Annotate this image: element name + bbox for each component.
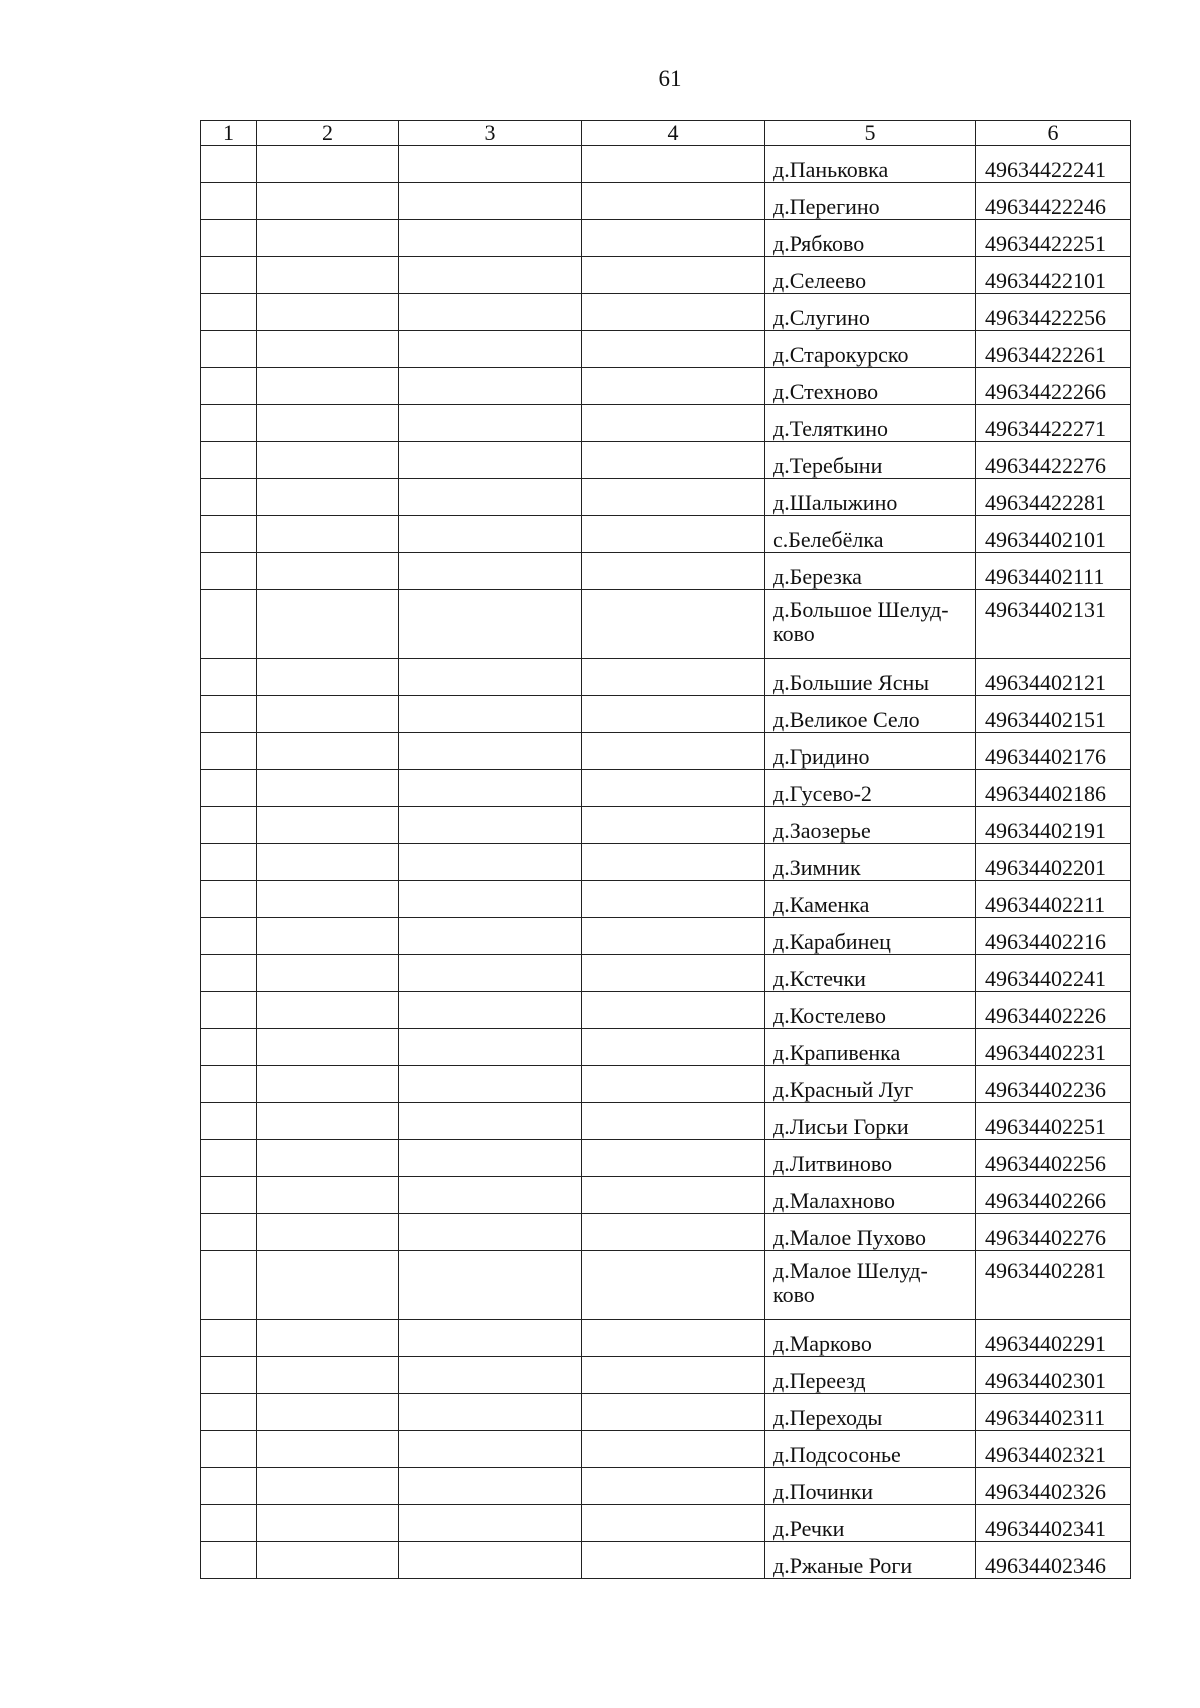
oktmo-code-cell: 49634402231 [976, 1029, 1131, 1066]
column-header: 6 [976, 121, 1131, 146]
empty-cell [201, 881, 257, 918]
oktmo-code-cell: 49634422261 [976, 331, 1131, 368]
oktmo-code-cell: 49634402241 [976, 955, 1131, 992]
empty-cell [257, 1251, 399, 1320]
empty-cell [582, 881, 765, 918]
empty-cell [257, 294, 399, 331]
settlement-name-cell: д.Каменка [765, 881, 976, 918]
empty-cell [582, 1505, 765, 1542]
empty-cell [399, 1357, 582, 1394]
settlement-name-cell: д.Теребыни [765, 442, 976, 479]
table-row [201, 553, 1131, 590]
empty-cell [582, 516, 765, 553]
empty-cell [257, 918, 399, 955]
empty-cell [582, 1251, 765, 1320]
empty-cell [582, 770, 765, 807]
settlement-name-cell: д.Ржаные Роги [765, 1542, 976, 1579]
empty-cell [399, 844, 582, 881]
oktmo-code-cell: 49634402256 [976, 1140, 1131, 1177]
oktmo-code-cell: 49634402186 [976, 770, 1131, 807]
settlement-name-cell: д.Марково [765, 1320, 976, 1357]
empty-cell [399, 1214, 582, 1251]
oktmo-code-cell: 49634402311 [976, 1394, 1131, 1431]
table-row [201, 1468, 1131, 1505]
empty-cell [582, 1431, 765, 1468]
table-row [201, 1177, 1131, 1214]
oktmo-code-cell: 49634402101 [976, 516, 1131, 553]
empty-cell [201, 1177, 257, 1214]
empty-cell [201, 1505, 257, 1542]
empty-cell [201, 405, 257, 442]
settlement-name-cell: д.Заозерье [765, 807, 976, 844]
empty-cell [257, 1431, 399, 1468]
empty-cell [582, 659, 765, 696]
empty-cell [257, 405, 399, 442]
empty-cell [257, 590, 399, 659]
settlement-name-cell [765, 590, 976, 659]
empty-cell [399, 1029, 582, 1066]
oktmo-code-cell: 49634422241 [976, 146, 1131, 183]
column-header: 2 [257, 121, 399, 146]
empty-cell [257, 1468, 399, 1505]
empty-cell [257, 183, 399, 220]
empty-cell [257, 770, 399, 807]
table-row [201, 1542, 1131, 1579]
table-row [201, 479, 1131, 516]
empty-cell [582, 294, 765, 331]
empty-cell [257, 696, 399, 733]
settlement-name-cell: д.Стехново [765, 368, 976, 405]
empty-cell [399, 183, 582, 220]
table-row [201, 918, 1131, 955]
empty-cell [201, 442, 257, 479]
oktmo-code-cell: 49634422101 [976, 257, 1131, 294]
settlement-name-cell: д.Переходы [765, 1394, 976, 1431]
empty-cell [399, 220, 582, 257]
table-row [201, 146, 1131, 183]
table-row [201, 1214, 1131, 1251]
table-row [201, 1140, 1131, 1177]
empty-cell [201, 331, 257, 368]
empty-cell [257, 516, 399, 553]
empty-cell [257, 1214, 399, 1251]
empty-cell [201, 368, 257, 405]
empty-cell [399, 770, 582, 807]
oktmo-code-cell: 49634402276 [976, 1214, 1131, 1251]
settlement-name-cell: д.Лисьи Горки [765, 1103, 976, 1140]
empty-cell [257, 659, 399, 696]
empty-cell [257, 368, 399, 405]
table-row [201, 696, 1131, 733]
settlement-name-cell: д.Костелево [765, 992, 976, 1029]
table-row [201, 955, 1131, 992]
empty-cell [257, 146, 399, 183]
empty-cell [257, 1066, 399, 1103]
empty-cell [201, 146, 257, 183]
empty-cell [257, 553, 399, 590]
column-header: 1 [201, 121, 257, 146]
empty-cell [399, 368, 582, 405]
empty-cell [201, 770, 257, 807]
empty-cell [582, 590, 765, 659]
empty-cell [201, 1214, 257, 1251]
oktmo-code-cell: 49634402291 [976, 1320, 1131, 1357]
settlement-name-cell: д.Слугино [765, 294, 976, 331]
table-row [201, 992, 1131, 1029]
oktmo-code-cell: 49634402346 [976, 1542, 1131, 1579]
oktmo-code-cell: 49634402251 [976, 1103, 1131, 1140]
oktmo-code-cell: 49634402341 [976, 1505, 1131, 1542]
empty-cell [201, 1066, 257, 1103]
settlement-name-line: д.Большое Шелуд- [773, 597, 949, 622]
empty-cell [399, 1103, 582, 1140]
settlement-name-cell: с.Белебёлка [765, 516, 976, 553]
empty-cell [201, 733, 257, 770]
table-row [201, 770, 1131, 807]
empty-cell [257, 1505, 399, 1542]
oktmo-code-cell: 49634422266 [976, 368, 1131, 405]
empty-cell [201, 220, 257, 257]
empty-cell [201, 1029, 257, 1066]
oktmo-code-cell: 49634402216 [976, 918, 1131, 955]
empty-cell [582, 1320, 765, 1357]
oktmo-code-cell: 49634422271 [976, 405, 1131, 442]
empty-cell [257, 1357, 399, 1394]
oktmo-code-cell: 49634402176 [976, 733, 1131, 770]
settlement-name-cell: д.Красный Луг [765, 1066, 976, 1103]
oktmo-code-cell: 49634402301 [976, 1357, 1131, 1394]
oktmo-code-cell: 49634402281 [976, 1251, 1131, 1320]
empty-cell [201, 1542, 257, 1579]
oktmo-code-cell: 49634402201 [976, 844, 1131, 881]
empty-cell [257, 733, 399, 770]
table-row [201, 516, 1131, 553]
oktmo-code-cell: 49634422276 [976, 442, 1131, 479]
column-header: 3 [399, 121, 582, 146]
oktmo-code-cell: 49634422246 [976, 183, 1131, 220]
empty-cell [399, 659, 582, 696]
oktmo-code-cell: 49634422256 [976, 294, 1131, 331]
settlement-name-cell: д.Шалыжино [765, 479, 976, 516]
empty-cell [257, 955, 399, 992]
empty-cell [399, 553, 582, 590]
empty-cell [399, 1320, 582, 1357]
empty-cell [399, 918, 582, 955]
oktmo-code-cell: 49634402236 [976, 1066, 1131, 1103]
empty-cell [399, 955, 582, 992]
column-header: 5 [765, 121, 976, 146]
empty-cell [201, 590, 257, 659]
oktmo-code-cell: 49634402266 [976, 1177, 1131, 1214]
empty-cell [582, 183, 765, 220]
settlement-name-cell: д.Рябково [765, 220, 976, 257]
empty-cell [257, 1029, 399, 1066]
settlement-name-cell: д.Теляткино [765, 405, 976, 442]
empty-cell [582, 257, 765, 294]
empty-cell [201, 1357, 257, 1394]
empty-cell [399, 479, 582, 516]
empty-cell [201, 479, 257, 516]
empty-cell [201, 1468, 257, 1505]
empty-cell [582, 1542, 765, 1579]
empty-cell [399, 1394, 582, 1431]
empty-cell [582, 442, 765, 479]
settlement-name-line: ково [773, 621, 815, 646]
table-row [201, 1320, 1131, 1357]
table-row [201, 881, 1131, 918]
settlement-name-cell: д.Гридино [765, 733, 976, 770]
empty-cell [201, 696, 257, 733]
oktmo-code-cell: 49634402321 [976, 1431, 1131, 1468]
table-row [201, 368, 1131, 405]
empty-cell [582, 1103, 765, 1140]
empty-cell [399, 733, 582, 770]
empty-cell [399, 1251, 582, 1320]
empty-cell [399, 696, 582, 733]
table-row [201, 1103, 1131, 1140]
oktmo-code-cell: 49634402226 [976, 992, 1131, 1029]
column-header: 4 [582, 121, 765, 146]
empty-cell [582, 1029, 765, 1066]
table-row [201, 1251, 1131, 1320]
table-row [201, 183, 1131, 220]
empty-cell [257, 257, 399, 294]
empty-cell [399, 257, 582, 294]
empty-cell [257, 881, 399, 918]
empty-cell [582, 696, 765, 733]
empty-cell [201, 516, 257, 553]
settlement-name-cell: д.Великое Село [765, 696, 976, 733]
empty-cell [399, 807, 582, 844]
empty-cell [201, 992, 257, 1029]
table-header-row [201, 121, 1131, 146]
empty-cell [582, 220, 765, 257]
table-row [201, 331, 1131, 368]
oktmo-code-cell: 49634422281 [976, 479, 1131, 516]
settlement-name-cell: д.Большие Ясны [765, 659, 976, 696]
empty-cell [582, 992, 765, 1029]
table-row [201, 1394, 1131, 1431]
empty-cell [399, 590, 582, 659]
empty-cell [257, 1140, 399, 1177]
empty-cell [201, 183, 257, 220]
empty-cell [399, 1140, 582, 1177]
empty-cell [399, 992, 582, 1029]
table-row [201, 844, 1131, 881]
empty-cell [399, 1431, 582, 1468]
empty-cell [257, 220, 399, 257]
oktmo-code-cell: 49634422251 [976, 220, 1131, 257]
empty-cell [582, 331, 765, 368]
empty-cell [582, 1468, 765, 1505]
empty-cell [257, 844, 399, 881]
empty-cell [582, 146, 765, 183]
settlement-name-line: ково [773, 1282, 815, 1307]
table-row [201, 1029, 1131, 1066]
empty-cell [201, 1320, 257, 1357]
settlement-name-cell: д.Зимник [765, 844, 976, 881]
settlement-name-cell: д.Малое Пухово [765, 1214, 976, 1251]
empty-cell [582, 1066, 765, 1103]
empty-cell [201, 1140, 257, 1177]
empty-cell [399, 331, 582, 368]
oktmo-code-cell: 49634402326 [976, 1468, 1131, 1505]
empty-cell [582, 1214, 765, 1251]
settlement-name-cell: д.Перегино [765, 183, 976, 220]
settlement-name-cell: д.Карабинец [765, 918, 976, 955]
empty-cell [201, 659, 257, 696]
empty-cell [582, 1394, 765, 1431]
oktmo-code-cell: 49634402111 [976, 553, 1131, 590]
oktmo-code-cell: 49634402151 [976, 696, 1131, 733]
empty-cell [201, 1431, 257, 1468]
settlement-name-cell: д.Подсосонье [765, 1431, 976, 1468]
settlement-name-cell [765, 1251, 976, 1320]
empty-cell [582, 1177, 765, 1214]
empty-cell [257, 331, 399, 368]
settlement-name-cell: д.Селеево [765, 257, 976, 294]
settlement-name-cell: д.Переезд [765, 1357, 976, 1394]
settlements-table [200, 120, 1131, 1579]
empty-cell [399, 294, 582, 331]
table-row [201, 733, 1131, 770]
empty-cell [399, 146, 582, 183]
empty-cell [582, 405, 765, 442]
empty-cell [582, 479, 765, 516]
empty-cell [201, 294, 257, 331]
empty-cell [201, 918, 257, 955]
empty-cell [201, 1103, 257, 1140]
oktmo-code-cell: 49634402191 [976, 807, 1131, 844]
empty-cell [257, 807, 399, 844]
empty-cell [582, 368, 765, 405]
settlement-name-cell: д.Крапивенка [765, 1029, 976, 1066]
empty-cell [582, 955, 765, 992]
settlement-name-cell: д.Березка [765, 553, 976, 590]
empty-cell [582, 1357, 765, 1394]
empty-cell [201, 955, 257, 992]
empty-cell [201, 807, 257, 844]
empty-cell [582, 918, 765, 955]
empty-cell [399, 405, 582, 442]
settlement-name-cell: д.Малахново [765, 1177, 976, 1214]
empty-cell [201, 553, 257, 590]
empty-cell [257, 1177, 399, 1214]
empty-cell [201, 844, 257, 881]
empty-cell [257, 1394, 399, 1431]
empty-cell [399, 881, 582, 918]
empty-cell [399, 442, 582, 479]
empty-cell [582, 553, 765, 590]
empty-cell [582, 733, 765, 770]
empty-cell [582, 1140, 765, 1177]
empty-cell [399, 1066, 582, 1103]
settlement-name-cell: д.Литвиново [765, 1140, 976, 1177]
table-row [201, 1431, 1131, 1468]
oktmo-code-cell: 49634402131 [976, 590, 1131, 659]
empty-cell [257, 1320, 399, 1357]
empty-cell [201, 1394, 257, 1431]
settlement-name-cell: д.Речки [765, 1505, 976, 1542]
table-row [201, 405, 1131, 442]
table-row [201, 220, 1131, 257]
table-row [201, 294, 1131, 331]
empty-cell [257, 1542, 399, 1579]
table-row [201, 1066, 1131, 1103]
empty-cell [582, 807, 765, 844]
table-row [201, 590, 1131, 659]
settlement-name-line: д.Малое Шелуд- [773, 1258, 928, 1283]
empty-cell [201, 257, 257, 294]
table-row [201, 1505, 1131, 1542]
table-row [201, 807, 1131, 844]
empty-cell [399, 1505, 582, 1542]
settlement-name-cell: д.Починки [765, 1468, 976, 1505]
settlement-name-cell: д.Старокурско [765, 331, 976, 368]
table-row [201, 1357, 1131, 1394]
settlement-name-cell: д.Гусево-2 [765, 770, 976, 807]
empty-cell [257, 992, 399, 1029]
table-row [201, 442, 1131, 479]
empty-cell [399, 516, 582, 553]
empty-cell [257, 442, 399, 479]
empty-cell [399, 1177, 582, 1214]
empty-cell [257, 479, 399, 516]
page-number: 61 [658, 66, 682, 91]
empty-cell [399, 1468, 582, 1505]
settlement-name-cell: д.Паньковка [765, 146, 976, 183]
oktmo-code-cell: 49634402121 [976, 659, 1131, 696]
empty-cell [257, 1103, 399, 1140]
oktmo-code-cell: 49634402211 [976, 881, 1131, 918]
table-row [201, 659, 1131, 696]
empty-cell [201, 1251, 257, 1320]
settlement-name-cell: д.Кстечки [765, 955, 976, 992]
empty-cell [399, 1542, 582, 1579]
empty-cell [582, 844, 765, 881]
table-row [201, 257, 1131, 294]
